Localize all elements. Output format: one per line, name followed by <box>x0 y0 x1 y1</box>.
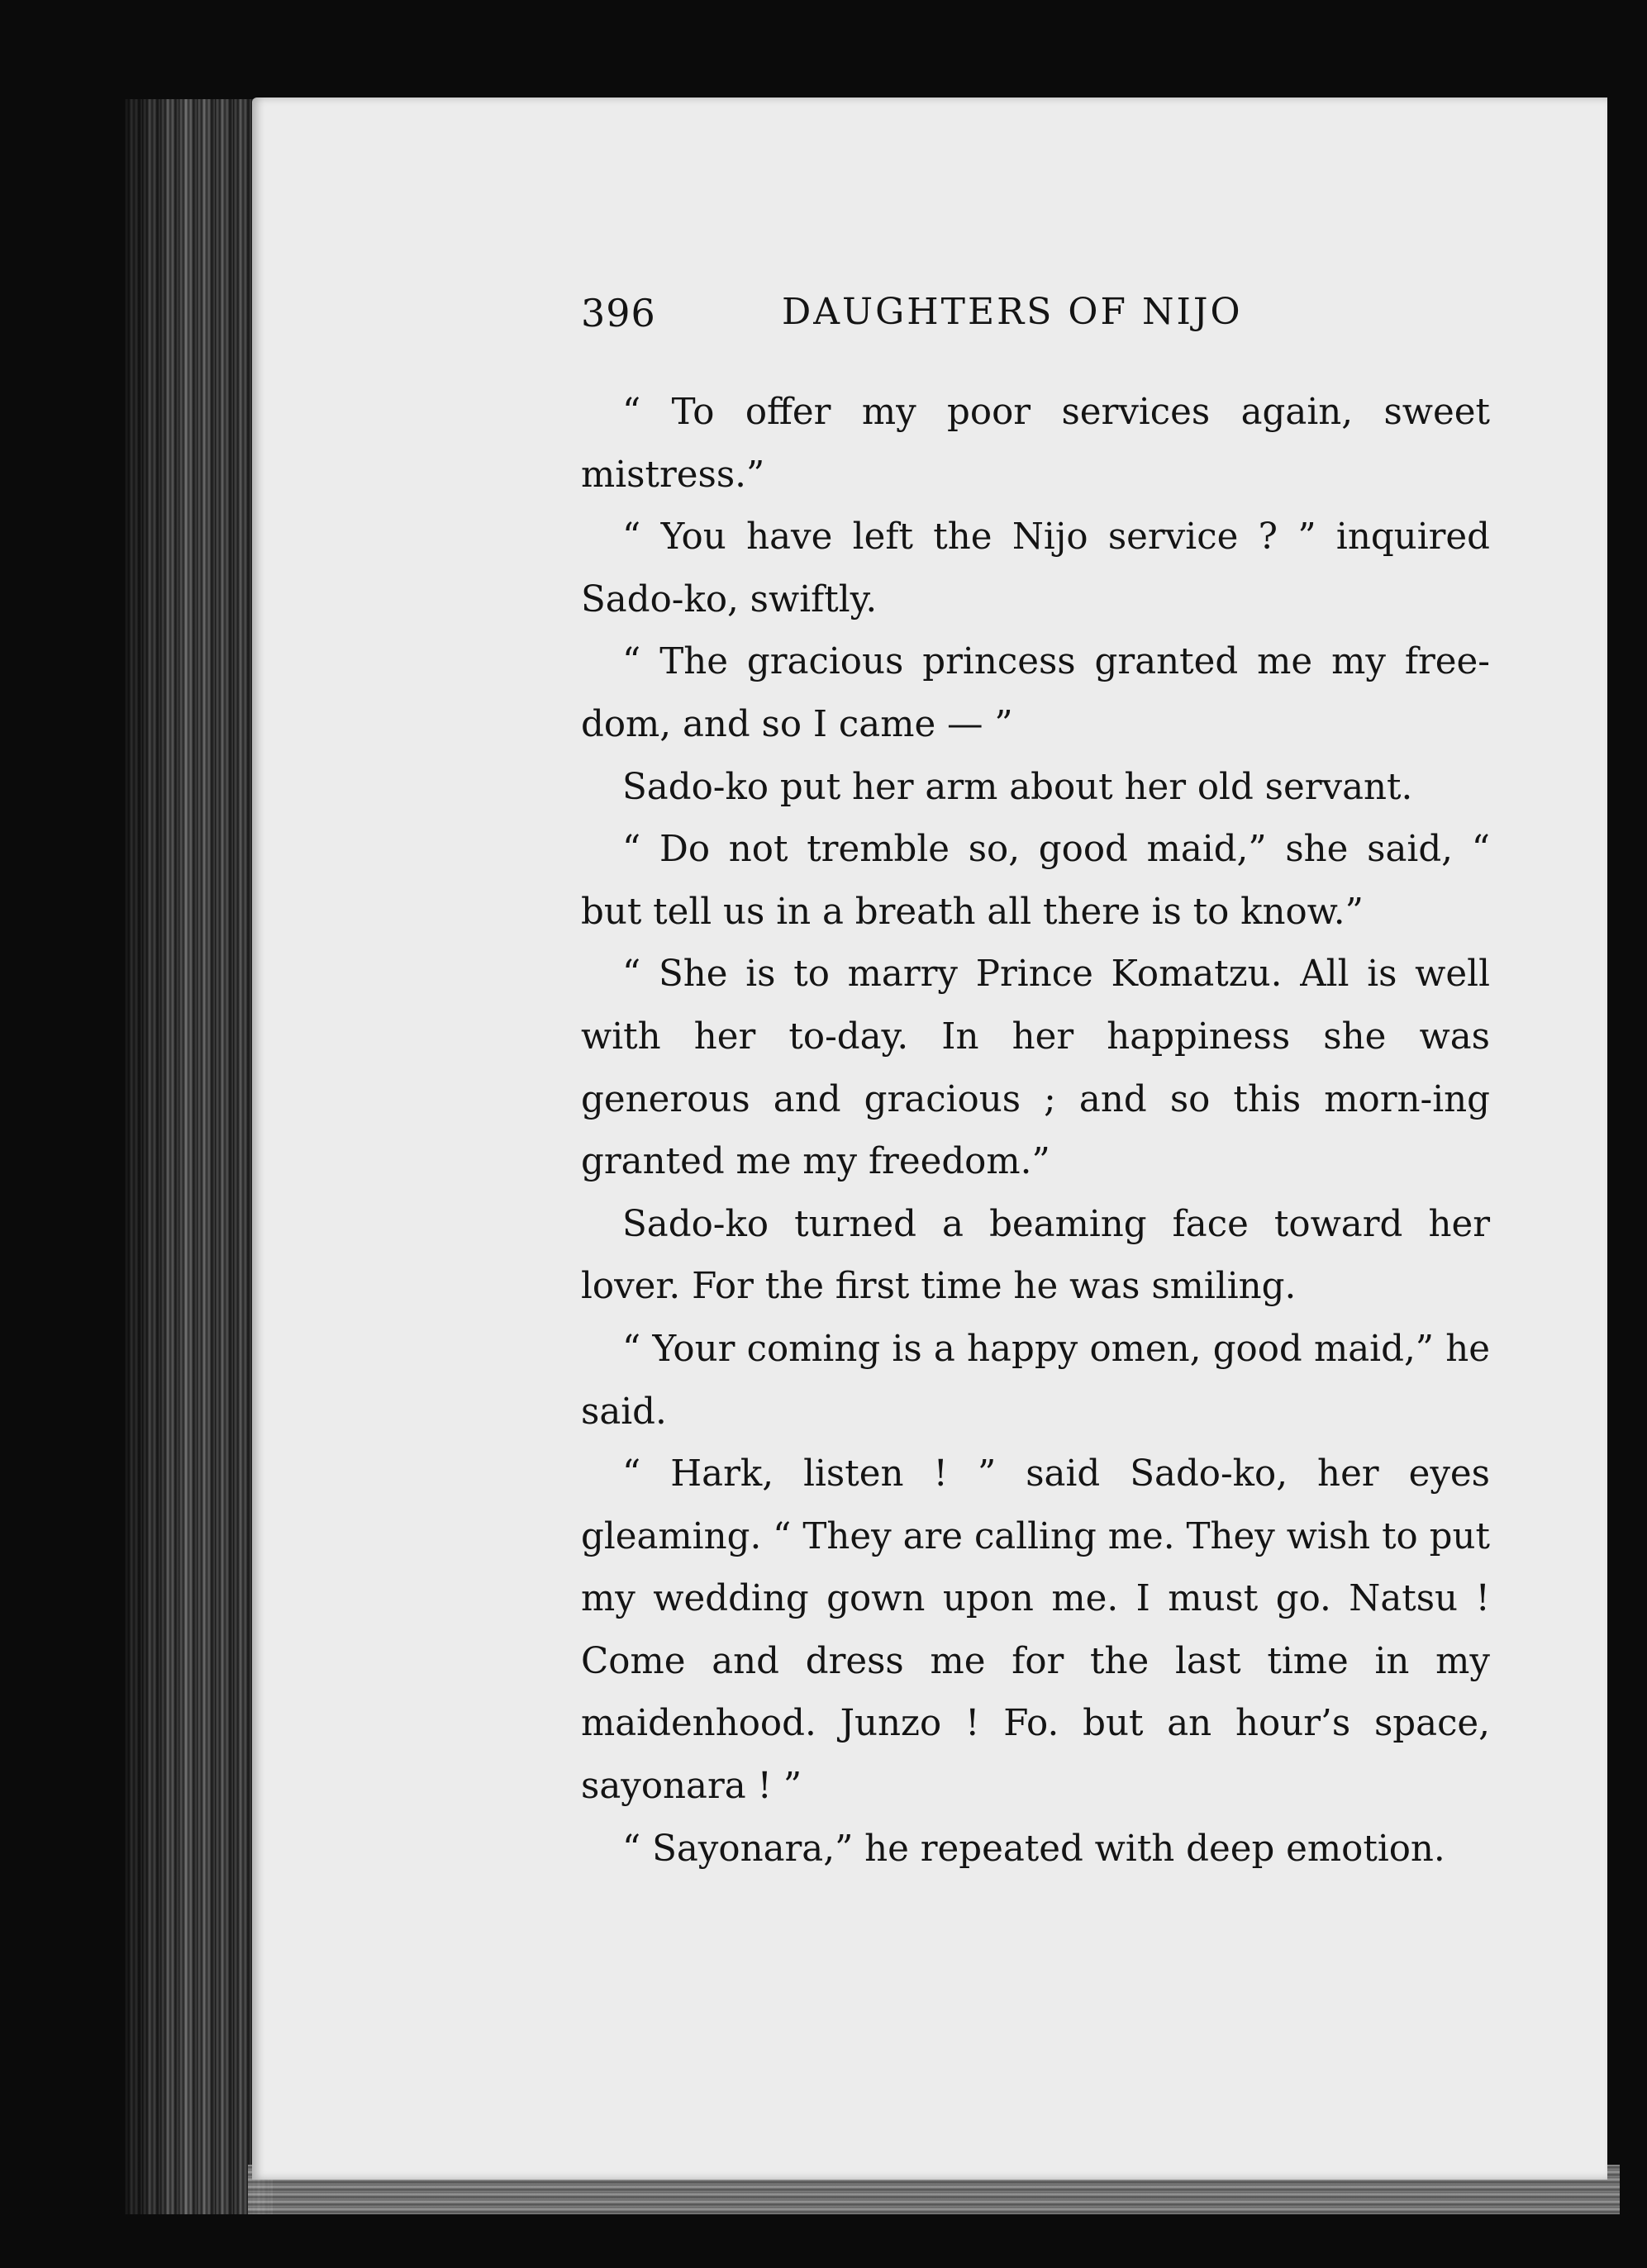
paragraph: “ The gracious princess granted me my free-dom, and so I came — ” <box>581 641 1490 745</box>
spine-shadow <box>124 99 273 2214</box>
paragraph: “ Your coming is a happy omen, good maid,” he said. <box>581 1328 1490 1433</box>
paragraph: “ Sayonara,” he repeated with deep emotion. <box>622 1828 1445 1870</box>
running-head-title: DAUGHTERS OF NIJO <box>782 291 1243 333</box>
paragraph: Sado-ko put her arm about her old servant. <box>622 766 1413 808</box>
paragraph: “ Hark, listen ! ” said Sado-ko, her eyes gleaming. “ They are calling me. They wish to put my wedding gown upon me. I must go. Natsu ! Come and dress me for the last time in my maidenhood. Junzo ! Fo. but an hour’s space, sayonara ! ” <box>581 1453 1490 1808</box>
page-number: 396 <box>581 291 656 335</box>
paragraph: Sado-ko turned a beaming face toward her lover. For the first time he was smiling. <box>581 1203 1490 1308</box>
paragraph: “ She is to marry Prince Komatzu. All is well with her to-day. In her happiness she was generous and gracious ; and so this morn-ing granted me my freedom.” <box>581 953 1490 1183</box>
running-head <box>581 291 1498 349</box>
paragraph: “ You have left the Nijo service ? ” inquired Sado-ko, swiftly. <box>581 516 1490 620</box>
body-text <box>581 382 1490 1880</box>
paragraph: “ Do not tremble so, good maid,” she said, “ but tell us in a breath all there is to know.” <box>581 829 1490 933</box>
paragraph: “ To offer my poor services again, sweet mistress.” <box>581 392 1490 496</box>
